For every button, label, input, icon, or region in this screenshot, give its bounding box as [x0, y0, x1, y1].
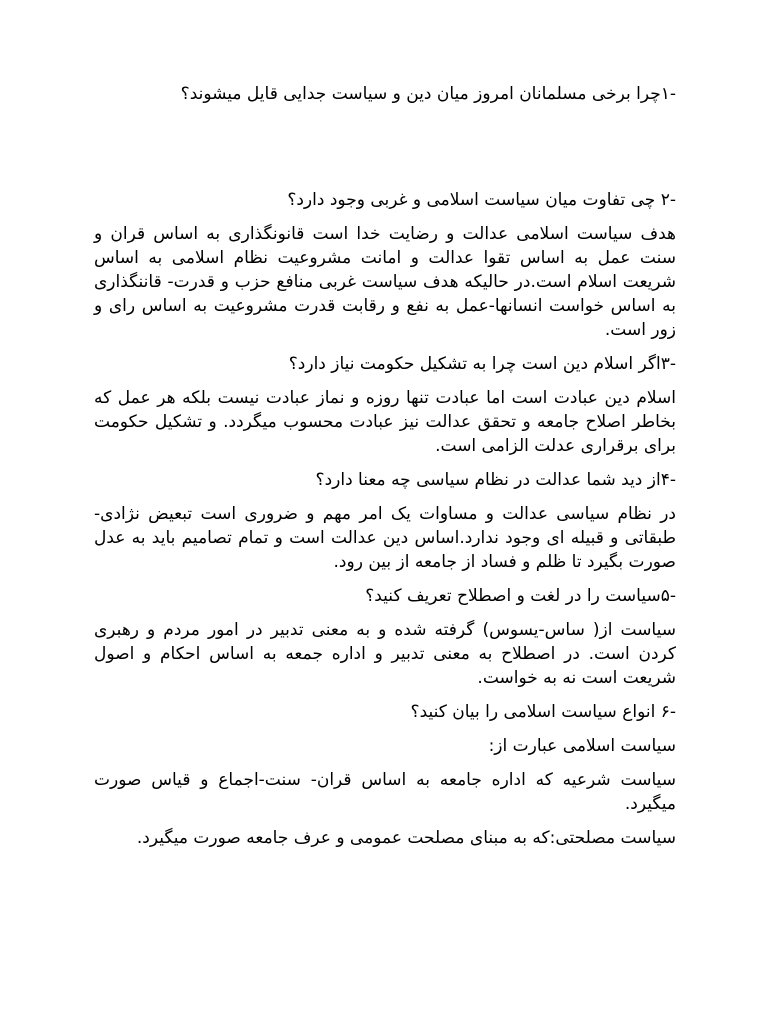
question-6: -۶ انواع سیاست اسلامی را بیان کنید؟ [410, 702, 676, 722]
answer-5: سیاست از( ساس-یسوس) گرفته شده و به معنی تدبیر در امور مردم و رهبری کردن است. در اصطلاح به معنی تدبیر و اداره جمعه به اساس احکام و اصول شریعت است نه به خواست. [94, 620, 676, 688]
question-1: -۱چرا برخی مسلمانان امروز میان دین و سیاست جدایی قایل میشوند؟ [180, 84, 676, 104]
answer-4: در نظام سیاسی عدالت و مساوات یک امر مهم و ضروری است تبعیض نژادی-طبقاتی و قبیله ای وجود ندارد.اساس دین عدالت است و تمام تصامیم باید به عدل صورت بگیرد تا ظلم و فساد از جامعه از بین رود. [94, 504, 676, 572]
question-2: -۲ چی تفاوت میان سیاست اسلامی و غربی وجود دارد؟ [287, 190, 676, 210]
question-5: -۵سیاست را در لغت و اصطلاح تعریف کنید؟ [365, 586, 676, 606]
question-4: -۴از دید شما عدالت در نظام سیاسی چه معنا دارد؟ [315, 470, 676, 490]
answer-3: اسلام دین عبادت است اما عبادت تنها روزه و نماز عبادت نیست بلکه هر عمل که بخاطر اصلاح جامعه و تحقق عدالت نیز عبادت محسوب میگردد. و تشکیل حکومت برای برقراری عدلت الزامی است. [94, 388, 676, 456]
answer-6-item-1: سیاست شرعیه که اداره جامعه به اساس قران- سنت-اجماع و قیاس صورت میگیرد. [94, 770, 676, 814]
document-page [94, 82, 676, 860]
answer-6-item-2: سیاست مصلحتی:که به مبنای مصلحت عمومی و عرف جامعه صورت میگیرد. [136, 828, 676, 848]
answer-2: هدف سیاست اسلامی عدالت و رضایت خدا است قانونگذاری به اساس قران و سنت عمل به اساس تقوا عدالت و امانت مشروعیت نظام اسلامی به اساس شریعت اسلام است.در حالیکه هدف سیاست غربی منافع حزب و قدرت- قاننگذاری به اساس خواست انسانها-عمل به نفع و رقابت قدرت مشروعیت به اساس رای و زور است. [94, 224, 676, 340]
answer-6-intro: سیاست اسلامی عبارت از: [488, 736, 676, 756]
question-3: -۳اگر اسلام دین است چرا به تشکیل حکومت نیاز دارد؟ [288, 354, 676, 374]
